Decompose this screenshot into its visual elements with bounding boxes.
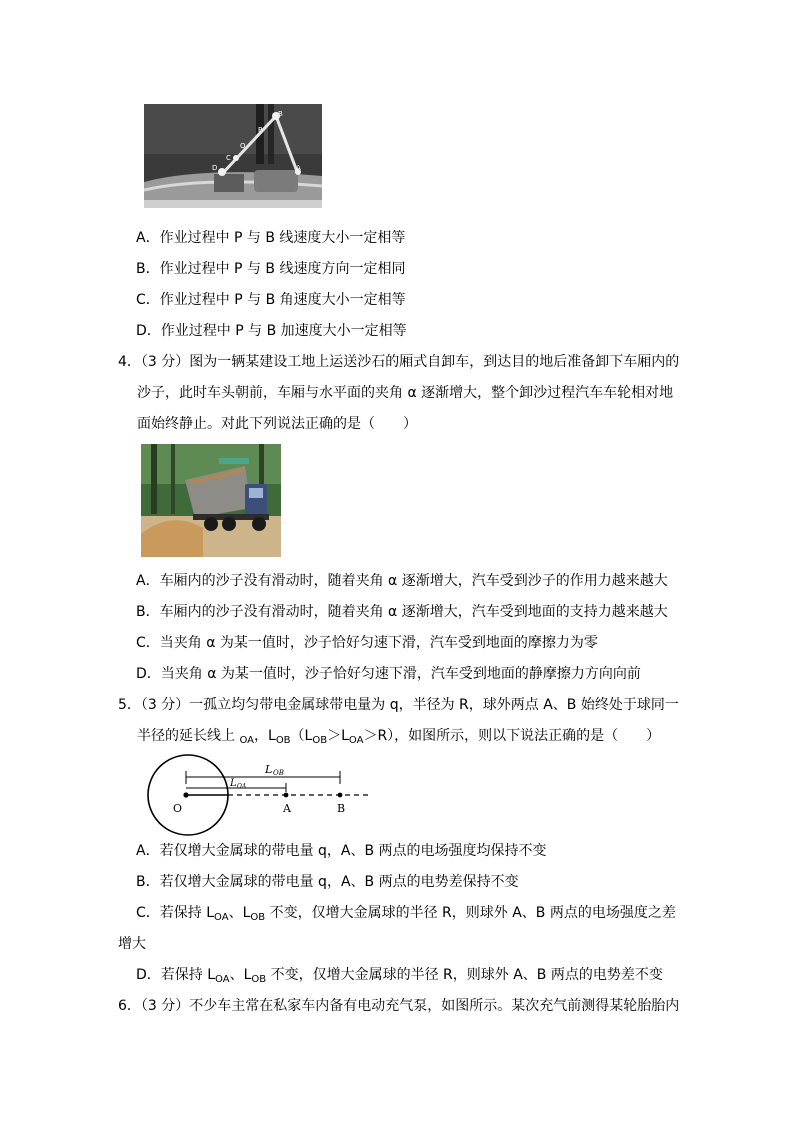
label-a: A xyxy=(283,802,291,815)
q5-text-c: ，L xyxy=(254,728,276,744)
point-a-dot xyxy=(284,793,289,798)
q5-optc-e: 不变，仅增大金属球的半径 R，则球外 A、B 两点的电场强度之差 xyxy=(265,905,676,921)
q5-optc-a: C．若保持 L xyxy=(136,905,215,921)
q5-optc-sub-oa: OA xyxy=(214,912,229,923)
loa-label-sub: OA xyxy=(237,783,247,790)
crane-label-c: C xyxy=(226,154,231,162)
q5-text-a: 半径的延长线上 xyxy=(137,728,240,744)
q5-option-c xyxy=(136,903,676,928)
label-o: O xyxy=(173,802,183,815)
q5-text-i: ＞R），如图所示，则以下说法正确的是（ ） xyxy=(363,728,661,744)
q5-option-a: A．若仅增大金属球的带电量 q，A、B 两点的电场强度均保持不变 xyxy=(136,843,547,859)
q5-optd-e: 不变，仅增大金属球的半径 R，则球外 A、B 两点的电势差不变 xyxy=(266,967,663,983)
q4-option-d: D．当夹角 α 为某一值时，沙子恰好匀速下滑，汽车受到地面的静摩擦力方向向前 xyxy=(136,666,641,682)
q4-stem-line-2: 沙子，此时车头朝前，车厢与水平面的夹角 α 逐渐增大，整个卸沙过程汽车车轮相对地 xyxy=(137,385,674,401)
q5-text-g: ＞L xyxy=(327,728,349,744)
q5-sub-oa-1: OA xyxy=(239,735,254,746)
q5-stem-line-1: 5．（3 分）一孤立均匀带电金属球带电量为 q，半径为 R，球外两点 A、B 始终处于球同一 xyxy=(118,697,679,713)
q3-option-c: C．作业过程中 P 与 B 角速度大小一定相等 xyxy=(136,292,406,308)
q5-sub-ob-2: OB xyxy=(312,735,328,746)
q5-stem-line-2 xyxy=(137,726,660,751)
q5-optd-sub-oa: OA xyxy=(215,974,230,985)
crane-label-d: D xyxy=(212,164,218,172)
q5-optc-c: 、L xyxy=(228,905,251,921)
dump-truck-photo-image xyxy=(141,444,281,557)
point-b-dot xyxy=(338,793,343,798)
q3-option-a: A．作业过程中 P 与 B 线速度大小一定相等 xyxy=(136,230,406,246)
crane-photo-image xyxy=(144,104,322,208)
dump-truck-photo xyxy=(141,444,281,557)
q3-option-b: B．作业过程中 P 与 B 线速度方向一定相同 xyxy=(136,261,406,277)
q5-optd-a: D．若保持 L xyxy=(136,967,216,983)
loa-label-main: L xyxy=(230,778,237,789)
q5-option-b: B．若仅增大金属球的带电量 q，A、B 两点的电势差保持不变 xyxy=(136,874,519,890)
q5-optc-sub-ob: OB xyxy=(250,912,266,923)
q5-optd-c: 、L xyxy=(229,967,252,983)
q4-option-c: C．当夹角 α 为某一值时，沙子恰好匀速下滑，汽车受到地面的摩擦力为零 xyxy=(136,635,598,651)
q4-option-a: A．车厢内的沙子没有滑动时，随着夹角 α 逐渐增大，汽车受到沙子的作用力越来越大 xyxy=(136,573,668,589)
lob-label-sub: OB xyxy=(273,769,284,777)
sphere-diagram xyxy=(140,752,380,838)
crane-label-a: A xyxy=(296,164,301,172)
q5-option-c-continued: 增大 xyxy=(118,936,146,952)
lob-label-main: L xyxy=(265,763,273,776)
q3-option-d: D．作业过程中 P 与 B 加速度大小一定相等 xyxy=(136,323,407,339)
q6-stem-line-1: 6．（3 分）不少车主常在私家车内备有电动充气泵，如图所示。某次充气前测得某轮胎胎内 xyxy=(118,998,680,1014)
crane-label-o: O xyxy=(240,142,246,150)
q4-stem-line-1: 4．（3 分）图为一辆某建设工地上运送沙石的厢式自卸车，到达目的地后准备卸下车厢内的 xyxy=(118,354,680,370)
q5-option-d xyxy=(136,965,663,990)
q5-text-e: （L xyxy=(290,728,313,744)
crane-label-b: B xyxy=(278,110,283,118)
crane-photo xyxy=(144,104,322,208)
q5-sub-ob-1: OB xyxy=(275,735,291,746)
q4-option-b: B．车厢内的沙子没有滑动时，随着夹角 α 逐渐增大，汽车受到地面的支持力越来越大 xyxy=(136,604,668,620)
q4-stem-line-3: 面始终静止。对此下列说法正确的是（ ） xyxy=(137,416,417,432)
q5-sub-oa-2: OA xyxy=(348,735,364,746)
q5-optd-sub-ob: OB xyxy=(251,974,267,985)
crane-label-p: P xyxy=(258,126,263,134)
label-b: B xyxy=(337,802,346,815)
